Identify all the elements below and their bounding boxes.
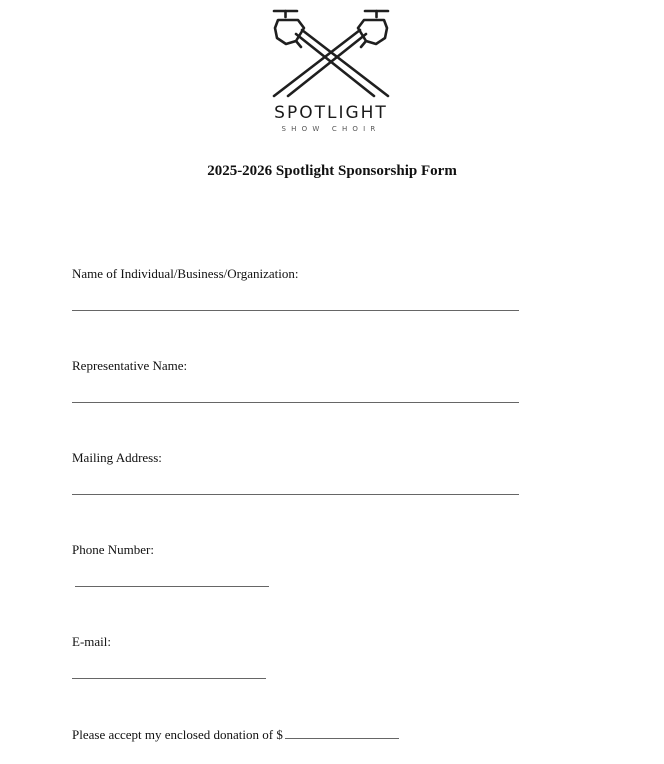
donation-line bbox=[72, 726, 399, 743]
representative-field-label: Representative Name: bbox=[72, 358, 188, 373]
name-field-label: Name of Individual/Business/Organization: bbox=[72, 266, 299, 281]
logo-tagline: SHOW CHOIR bbox=[281, 125, 381, 133]
logo-wordmark: SPOTLIGHT bbox=[274, 103, 388, 123]
page-title: 2025-2026 Spotlight Sponsorship Form bbox=[207, 163, 457, 179]
address-field-label: Mailing Address: bbox=[72, 450, 162, 465]
donation-label: Please accept my enclosed donation of $ bbox=[72, 727, 283, 742]
crossed-spotlights-icon bbox=[268, 6, 394, 102]
phone-field-label: Phone Number: bbox=[72, 542, 154, 557]
email-field-label: E-mail: bbox=[72, 634, 111, 649]
spotlight-logo bbox=[268, 6, 394, 132]
email-field-line[interactable] bbox=[72, 678, 266, 679]
donation-amount-line[interactable] bbox=[285, 726, 399, 739]
name-field-line[interactable] bbox=[72, 310, 519, 311]
address-field-line[interactable] bbox=[72, 494, 519, 495]
phone-field-line[interactable] bbox=[75, 586, 269, 587]
representative-field-line[interactable] bbox=[72, 402, 519, 403]
